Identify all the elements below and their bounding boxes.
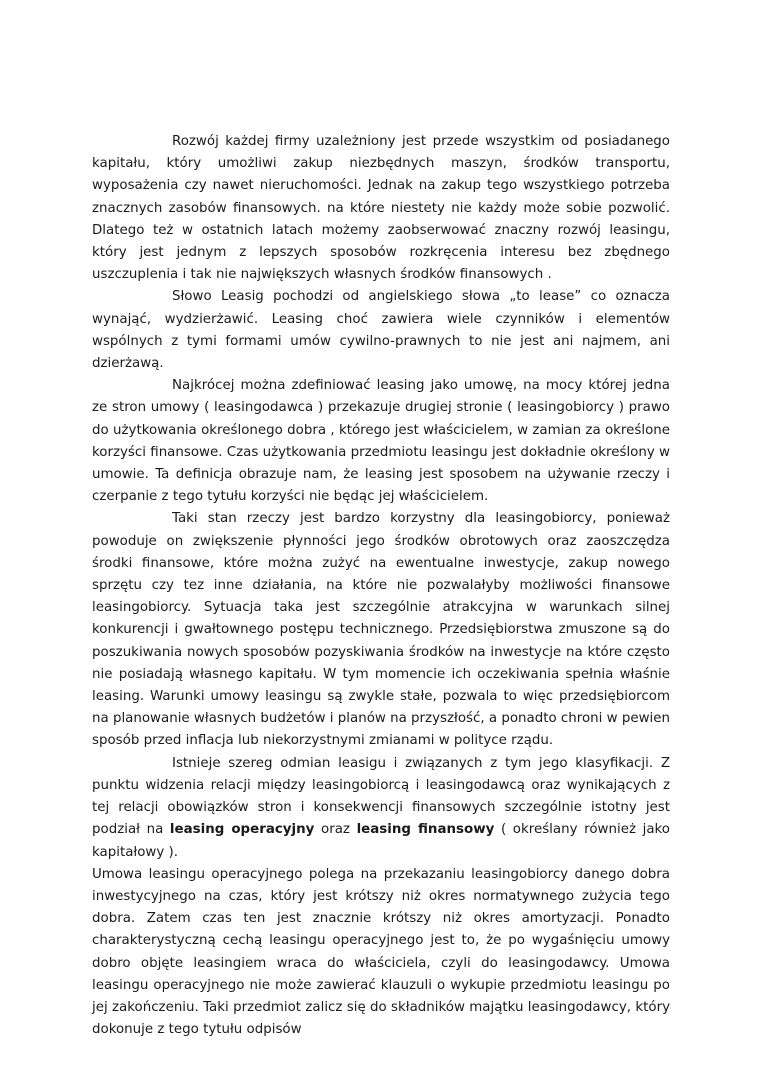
document-page [92, 131, 670, 1041]
classification-text-a: Istnieje szereg odmian leasigu i związanych z tym jego klasyfikacji. Z punktu widzenia relacji między leasingobiorcą i leasingodawcą oraz wynikających z tej relacji obowiązków stron i konsekwencji finansowych szczególnie istotny jest podział na [92, 755, 670, 838]
classification-text-c: ( określany również jako kapitałowy ). [92, 822, 670, 860]
paragraph-benefits: Taki stan rzeczy jest bardzo korzystny dla leasingobiorcy, ponieważ powoduje on zwiększenie płynności jego środków obrotowych oraz zaoszczędza środki finansowe, które można zużyć na ewentualne inwestycje, zakup nowego sprzętu czy tez inne działania, na które nie pozwalałyby możliwości finansowe leasingobiorcy. Sytuacja taka jest szczególnie atrakcyjna w warunkach silnej konkurencji i gwałtownego postępu technicznego. Przedsiębiorstwa zmuszone są do poszukiwania nowych sposobów pozyskiwania środków na inwestycje na które często nie posiadają własnego kapitału. W tym momencie ich oczekiwania spełnia właśnie leasing. Warunki umowy leasingu są zwykle stałe, pozwala to więc przedsiębiorcom na planowanie własnych budżetów i planów na przyszłość, a ponadto chroni w pewien sposób przed inflacja lub niekorzystnymi zmianami w polityce rządu. [92, 511, 670, 749]
paragraph-intro: Rozwój każdej firmy uzależniony jest przede wszystkim od posiadanego kapitału, który umożliwi zakup niezbędnych maszyn, środków transportu, wyposażenia czy nawet nieruchomości. Jednak na zakup tego wszystkiego potrzeba znacznych zasobów finansowych. na które niestety nie każdy może sobie pozwolić. Dlatego też w ostatnich latach możemy zaobserwować znaczny rozwój leasingu, który jest jednym z lepszych sposobów rozkręcenia interesu bez zbędnego uszczuplenia i tak nie największych własnych środków finansowych . [92, 134, 670, 283]
term-operating-leasing: leasing operacyjny [169, 822, 315, 838]
classification-text-b: oraz [314, 822, 357, 838]
paragraph-definition: Najkrócej można zdefiniować leasing jako umowę, na mocy której jedna ze stron umowy ( leasingodawca ) przekazuje drugiej stronie ( leasingobiorcy ) prawo do użytkowania określonego dobra , którego jest właścicielem, w zamian za określone korzyści finansowe. Czas użytkowania przedmiotu leasingu jest dokładnie określony w umowie. Ta definicja obrazuje nam, że leasing jest sposobem na używanie rzeczy i czerpanie z tego tytułu korzyści nie będąc jej właścicielem. [92, 378, 670, 505]
paragraph-classification [92, 753, 670, 864]
paragraph-etymology: Słowo Leasig pochodzi od angielskiego słowa „to lease” co oznacza wynająć, wydzierżawić. Leasing choć zawiera wiele czynników i elementów wspólnych z tymi formami umów cywilno-prawnych to nie jest ani najmem, ani dzierżawą. [92, 289, 670, 372]
paragraph-operating-leasing: Umowa leasingu operacyjnego polega na przekazaniu leasingobiorcy danego dobra inwestycyjnego na czas, który jest krótszy niż okres normatywnego zużycia tego dobra. Zatem czas ten jest znacznie krótszy niż okres amortyzacji. Ponadto charakterystyczną cechą leasingu operacyjnego jest to, że po wygaśnięciu umowy dobro objęte leasingiem wraca do właściciela, czyli do leasingodawcy. Umowa leasingu operacyjnego nie może zawierać klauzuli o wykupie przedmiotu leasingu po jej zakończeniu. Taki przedmiot zalicz się do składników majątku leasingodawcy, który dokonuje z tego tytułu odpisów [92, 866, 670, 1038]
term-financial-leasing: leasing finansowy [356, 822, 495, 838]
